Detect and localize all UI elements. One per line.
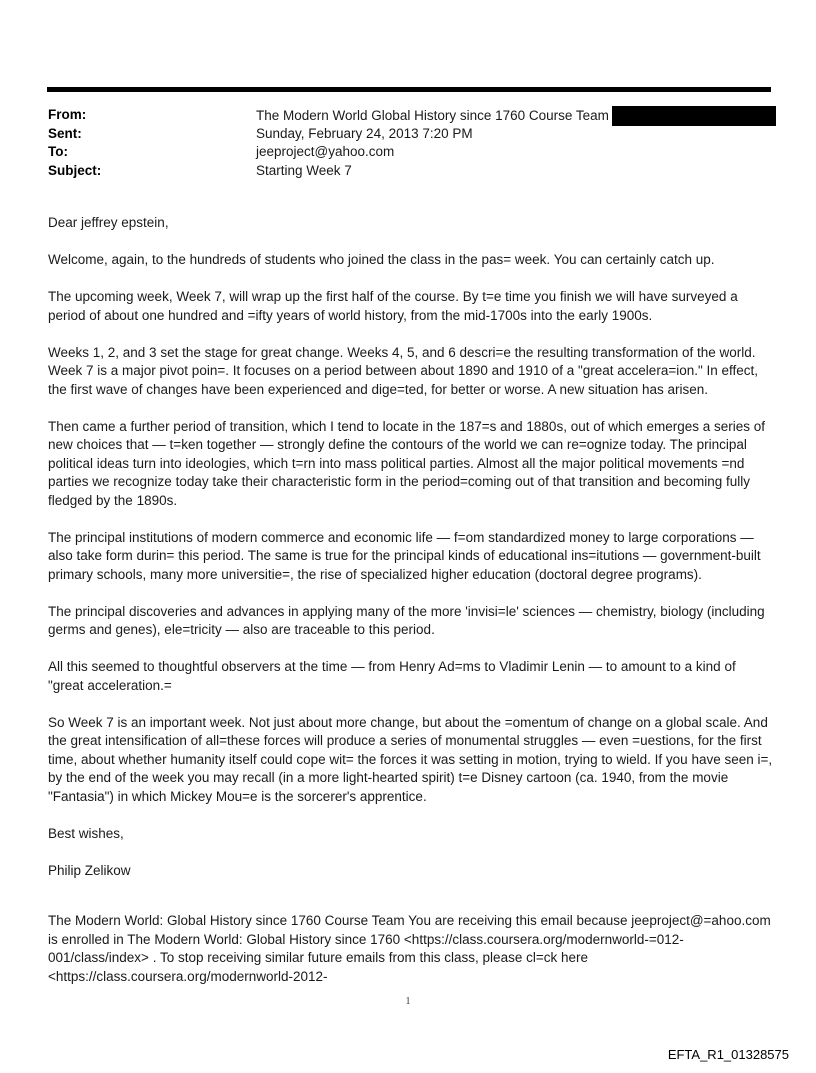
to-label: To: [48,144,68,159]
signature: Philip Zelikow [48,862,131,878]
redaction-block [612,106,776,126]
body-paragraph: Then came a further period of transition, which I tend to locate in the 187=s and 1880s, out of which emerges a series of new choices that — t=ken together — strongly define the contours of the world we can re=ognize today. The principal political ideas turn into ideologies, which t=rn into mass political parties. Almost all the major political movements =nd parties we recognize today take their characteristic form in the period=coming out of that transition and becoming fully fledged by the 1890s. [48,418,766,508]
page-number: 1 [405,996,411,1007]
from-row [48,106,772,125]
to-value: jeeproject@yahoo.com [256,144,395,159]
subject-label: Subject: [48,162,102,178]
to-row [48,143,772,162]
sent-value: Sunday, February 24, 2013 7:20 PM [256,125,473,141]
footer-text: The Modern World: Global History since 1760 Course Team You are receiving this email because jeeproject@=ahoo.com is enrolled in The Modern World: Global History since 1760 <https://class.coursera.org/modernworld-=012-001/class/index> . To stop receiving similar future emails from this class, please cl=ck here <https://class.coursera.org/modernworld-2012- [48,913,771,984]
body-paragraph: So Week 7 is an important week. Not just about more change, but about the =omentum of change on a global scale. And the great intensification of all=these forces will produce a series of monumental struggles — even =uestions, for the first time, about whether humanity itself could cope wit= the forces it was setting in motion, trying to wield. If you have seen i=, by the end of the week you may recall (in a more light-hearted spirit) t=e Disney cartoon (ca. 1940, from the movie "Fantasia") in which Mickey Mou=e is the sorcerer's apprentice. [48,714,773,804]
from-value-group [256,106,776,126]
body-paragraph: The upcoming week, Week 7, will wrap up the first half of the course. By t=e time you finish we will have surveyed a period of about one hundred and =ifty years of world history, from the mid-1700s into the early 1900s. [48,289,738,323]
header-divider [47,87,771,92]
document-id: EFTA_R1_01328575 [667,1047,789,1062]
closing: Best wishes, [48,825,124,841]
body-paragraph: Weeks 1, 2, and 3 set the stage for great change. Weeks 4, 5, and 6 descri=e the resulting transformation of the world. Week 7 is a major pivot poin=. It focuses on a period between about 1890 and 1910 of a "great accelera=ion." In effect, the first wave of changes have been experienced and dige=ted, for better or worse. A new situation has arisen. [48,344,759,397]
subject-row [48,162,772,181]
sent-row [48,125,772,144]
body-paragraph: All this seemed to thoughtful observers at the time — from Henry Ad=ms to Vladimir Lenin — to amount to a kind of "great acceleration.= [48,659,736,693]
body-paragraph: Welcome, again, to the hundreds of students who joined the class in the pas= week. You can certainly catch up. [48,252,715,267]
subject-value: Starting Week 7 [256,162,352,178]
email-footer [48,912,773,986]
sent-label: Sent: [48,125,82,141]
body-paragraph: The principal discoveries and advances in applying many of the more 'invisi=le' sciences — chemistry, biology (including germs and genes), ele=tricity — also are traceable to this period. [48,603,765,637]
from-label: From: [48,107,87,122]
email-body [48,214,773,899]
from-value: The Modern World Global History since 1760 Course Team [256,108,609,123]
body-paragraph: The principal institutions of modern commerce and economic life — f=om standardized money to large corporations — also take form durin= this period. The same is true for the principal kinds of educational ins=itutions — government-built primary schools, many more universitie=, the rise of specialized higher education (doctoral degree programs). [48,529,761,582]
greeting: Dear jeffrey epstein, [48,215,169,230]
email-header [48,106,772,180]
